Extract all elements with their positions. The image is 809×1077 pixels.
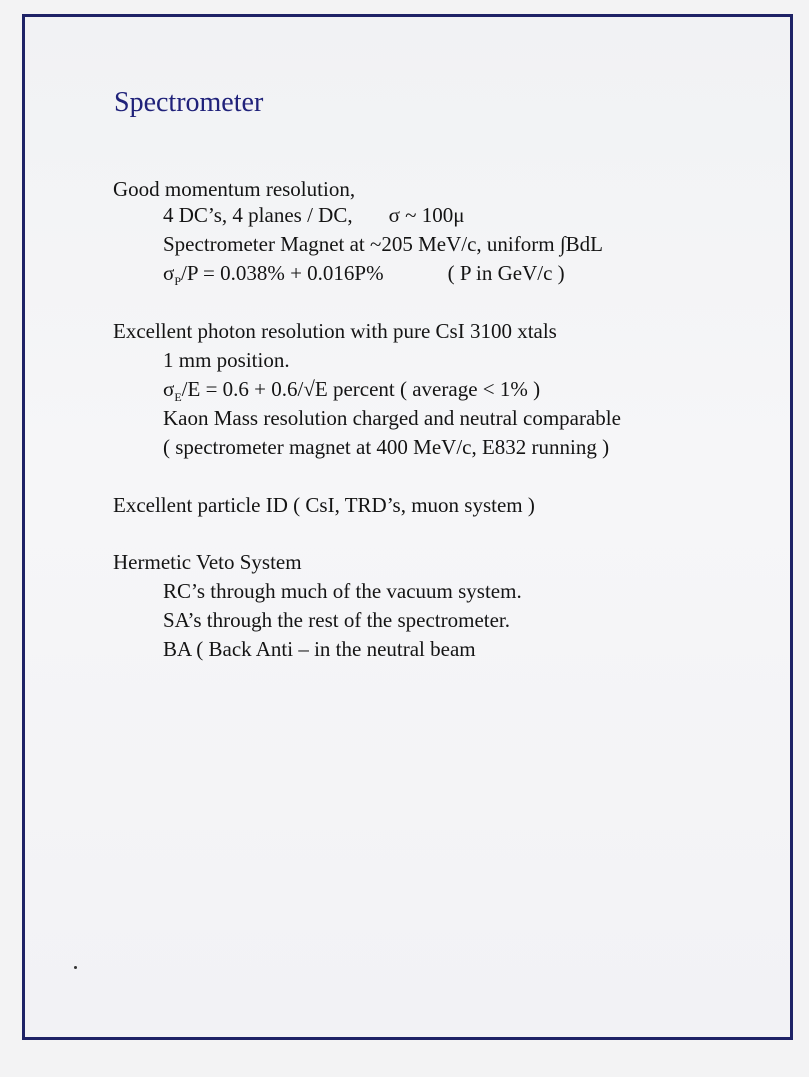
- energy-formula: /E = 0.6 + 0.6/√E percent ( average < 1% ): [181, 377, 541, 401]
- sigma-subscript-energy: E: [174, 390, 182, 404]
- dc-planes-text: 4 DC’s, 4 planes / DC,: [163, 203, 353, 227]
- momentum-formula: /P = 0.038% + 0.016P%: [181, 261, 384, 285]
- e832-line: ( spectrometer magnet at 400 MeV/c, E832 running ): [163, 435, 610, 459]
- dc-planes-line: [163, 203, 465, 227]
- slide-frame: [22, 14, 793, 1040]
- ba-line: BA ( Back Anti – in the neutral beam: [163, 637, 476, 661]
- speck-mark: [74, 966, 77, 969]
- sigma-symbol-energy: σ: [163, 377, 175, 401]
- kaon-mass-line: Kaon Mass resolution charged and neutral comparable: [163, 406, 621, 430]
- slide-title: Spectrometer: [114, 87, 264, 118]
- section-heading-momentum: Good momentum resolution,: [113, 177, 356, 201]
- momentum-resolution-line: [163, 261, 565, 293]
- sigma-subscript: P: [174, 274, 182, 288]
- section-heading-photon: Excellent photon resolution with pure CsI 3100 xtals: [113, 319, 557, 343]
- rc-line: RC’s through much of the vacuum system.: [163, 579, 522, 603]
- section-heading-particle-id: Excellent particle ID ( CsI, TRD’s, muon system ): [113, 493, 535, 517]
- momentum-unit-note: ( P in GeV/c ): [447, 261, 565, 285]
- magnet-line: Spectrometer Magnet at ~205 MeV/c, uniform ∫BdL: [163, 232, 603, 256]
- section-heading-veto: Hermetic Veto System: [113, 550, 302, 574]
- sigma-resolution-text: σ ~ 100μ: [388, 203, 465, 227]
- sigma-symbol: σ: [163, 261, 175, 285]
- position-line: 1 mm position.: [163, 348, 290, 372]
- energy-resolution-line: [163, 377, 540, 409]
- sa-line: SA’s through the rest of the spectrometer.: [163, 608, 511, 632]
